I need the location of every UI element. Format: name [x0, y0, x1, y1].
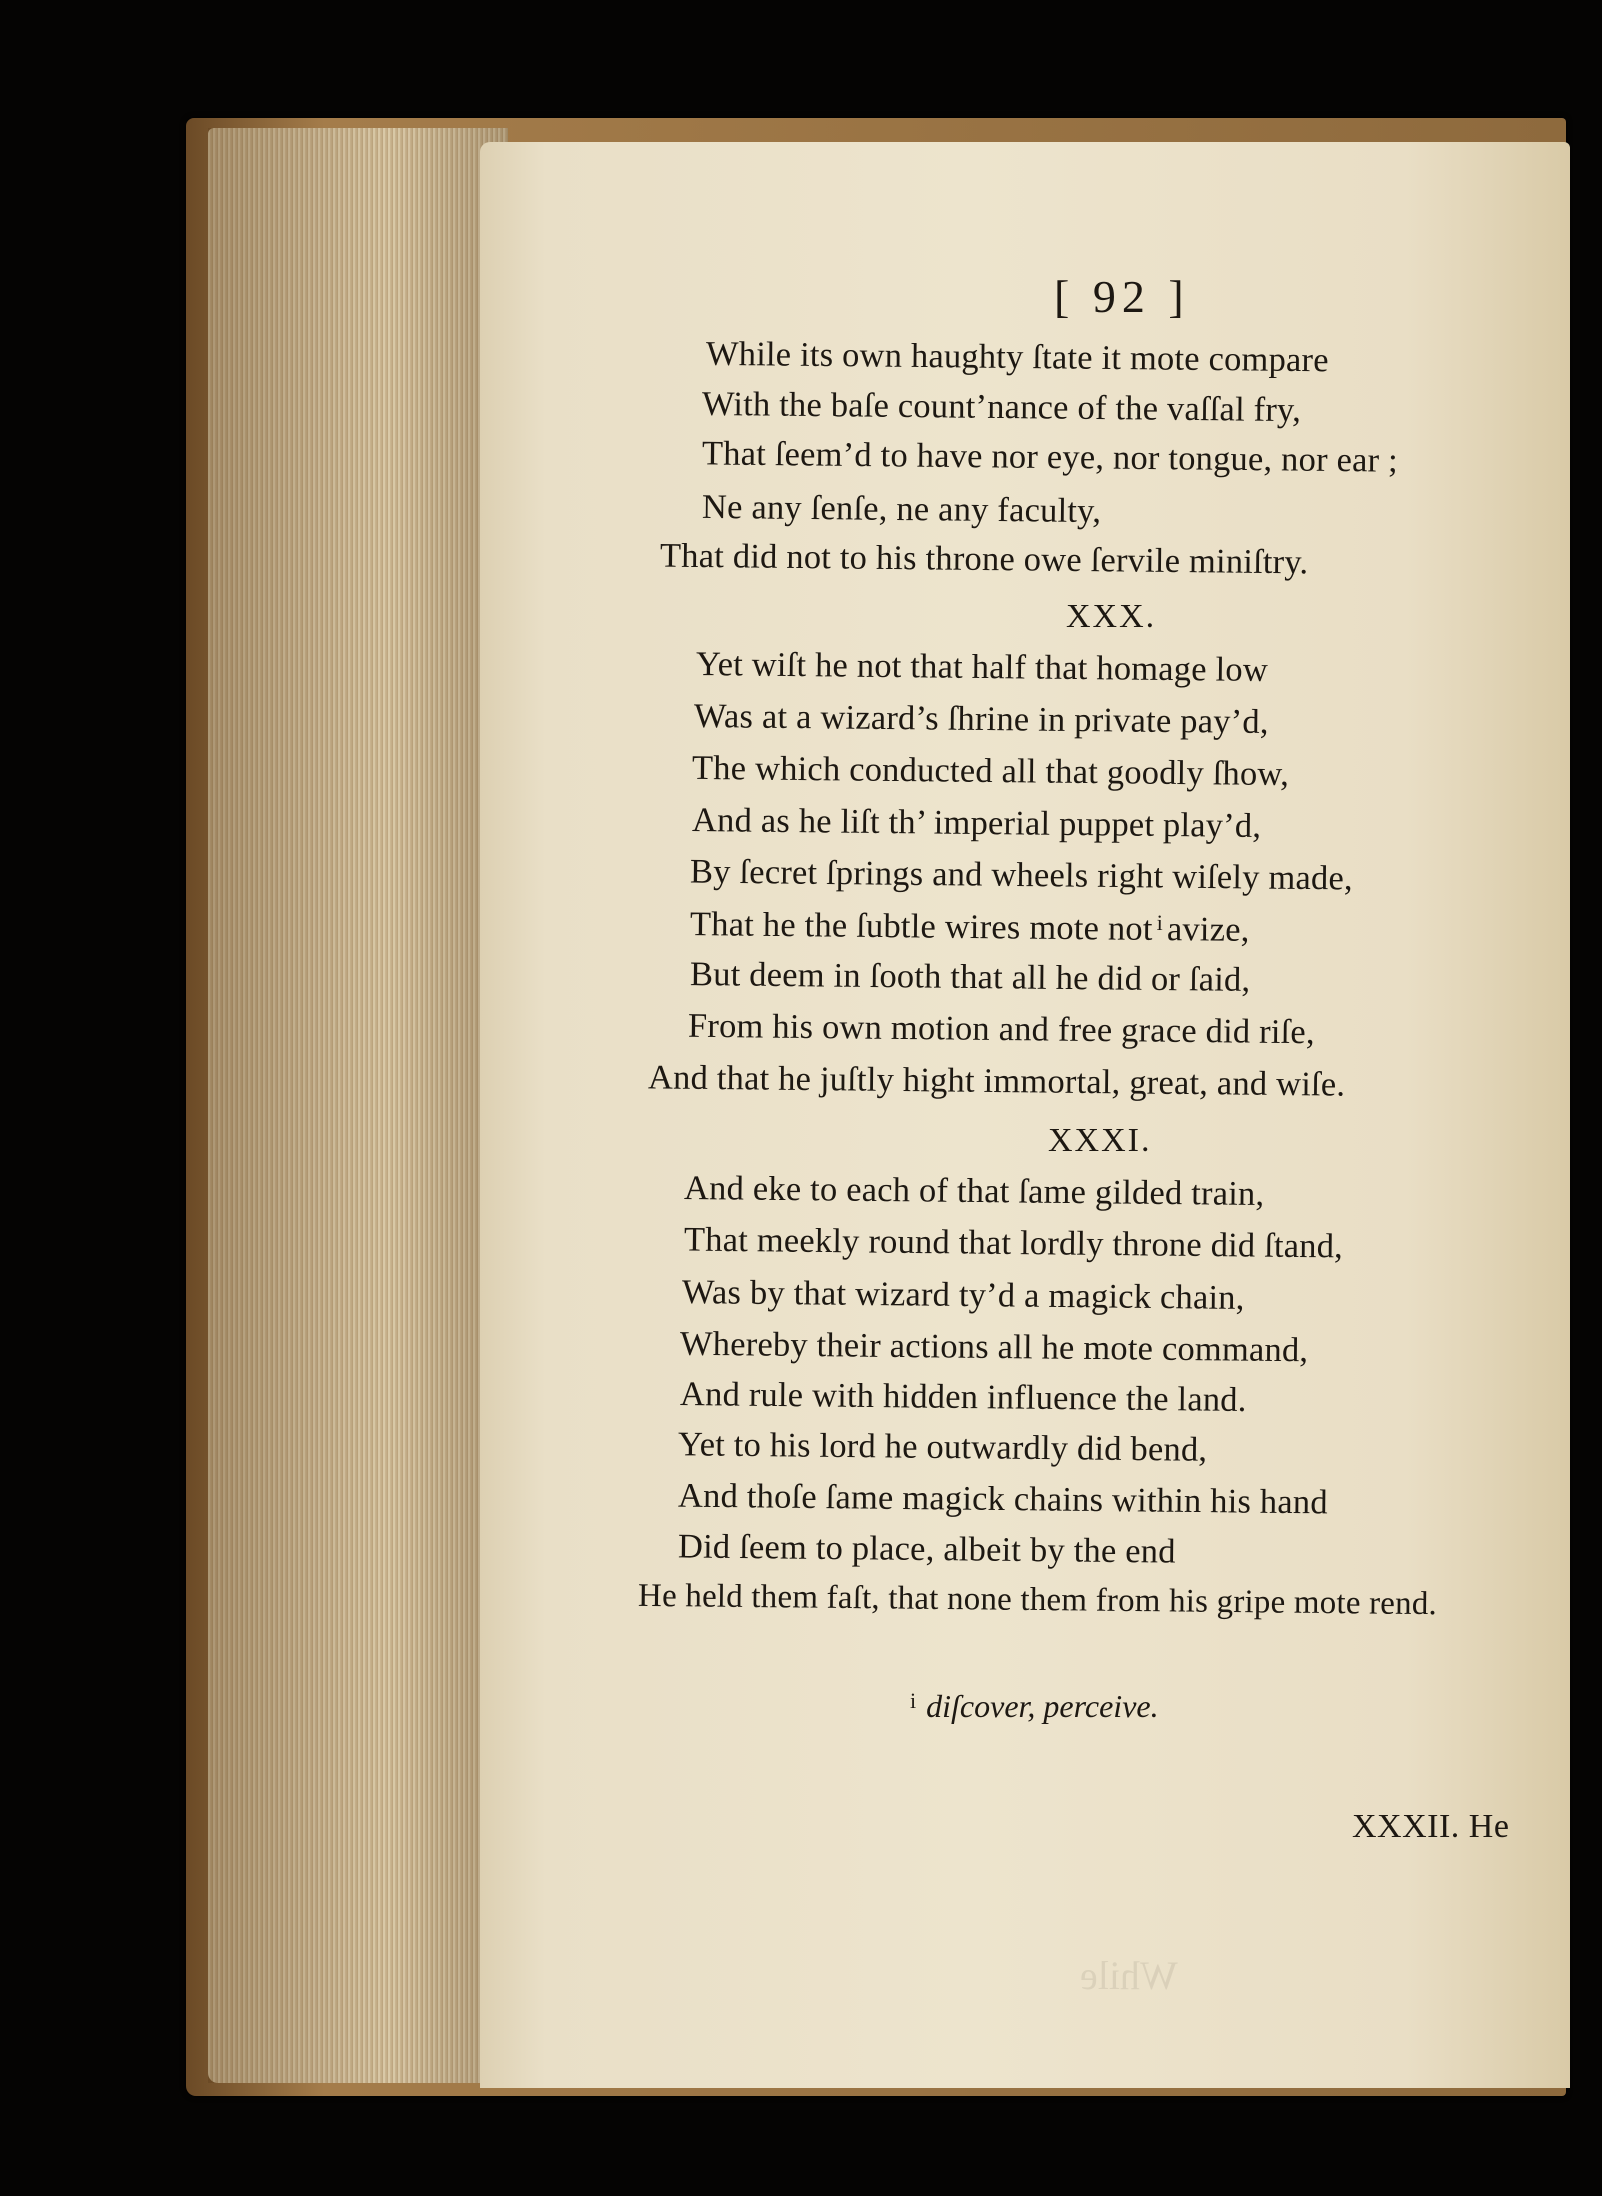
verse-line: Was by that wizard ty’d a magick chain, — [681, 1273, 1245, 1317]
verse-line: Whereby their actions all he mote command, — [679, 1324, 1309, 1370]
verse-line-text: That he the ſubtle wires mote not — [689, 905, 1153, 948]
verse-line: And thoſe ſame magick chains within his hand — [677, 1476, 1328, 1522]
verse-line: And as he liſt th’ imperial puppet play’d, — [691, 801, 1262, 845]
verse-line: The which conducted all that goodly ſhow, — [691, 748, 1290, 794]
catchword: XXXII. He — [1352, 1808, 1510, 1845]
verse-line: Ne any ſenſe, ne any faculty, — [701, 487, 1102, 531]
verse-line: That did not to his throne owe ſervile miniſtry. — [659, 536, 1309, 582]
page-edges-shading — [208, 128, 508, 2083]
verse-line: By ſecret ſprings and wheels right wiſely made, — [689, 852, 1353, 898]
page-number: [ 92 ] — [1054, 271, 1190, 322]
verse-line: With the baſe count’nance of the vaſſal fry, — [701, 384, 1302, 430]
verse-line-text-end: avize, — [1166, 910, 1250, 949]
book-page — [480, 142, 1570, 2088]
footnote-marker: i — [910, 1688, 917, 1713]
stanza-number: XXX. — [1066, 598, 1157, 635]
verse-line: And rule with hidden influence the land. — [679, 1375, 1247, 1419]
footnote-text: diſcover, perceive. — [926, 1688, 1159, 1724]
verse-line: Yet wiſt he not that half that homage low — [695, 645, 1269, 689]
bleed-through-text: While — [1080, 1953, 1178, 1998]
stanza-number: XXXI. — [1048, 1122, 1152, 1159]
verse-line: And eke to each of that ſame gilded train, — [683, 1168, 1265, 1214]
footnote-marker: i — [1156, 909, 1164, 936]
verse-line: But deem in ſooth that all he did or ſaid, — [689, 955, 1251, 999]
verse-line: Yet to his lord he outwardly did bend, — [677, 1425, 1208, 1469]
verse-line: That meekly round that lordly throne did ſtand, — [683, 1220, 1344, 1266]
verse-line: He held them faſt, that none them from his gripe mote rend. — [637, 1577, 1438, 1623]
verse-line: Did ſeem to place, albeit by the end — [677, 1527, 1176, 1571]
verse-line-with-note — [690, 905, 1250, 950]
verse-line: And that he juſtly hight immortal, great, and wiſe. — [647, 1058, 1346, 1104]
verse-line: From his own motion and free grace did riſe, — [687, 1006, 1315, 1052]
verse-line: Was at a wizard’s ſhrine in private pay’d, — [693, 696, 1269, 742]
verse-line: While its own haughty ſtate it mote compare — [705, 334, 1329, 380]
footnote — [910, 1688, 1159, 1725]
verse-line: That ſeem’d to have nor eye, nor tongue, nor ear ; — [701, 434, 1399, 480]
